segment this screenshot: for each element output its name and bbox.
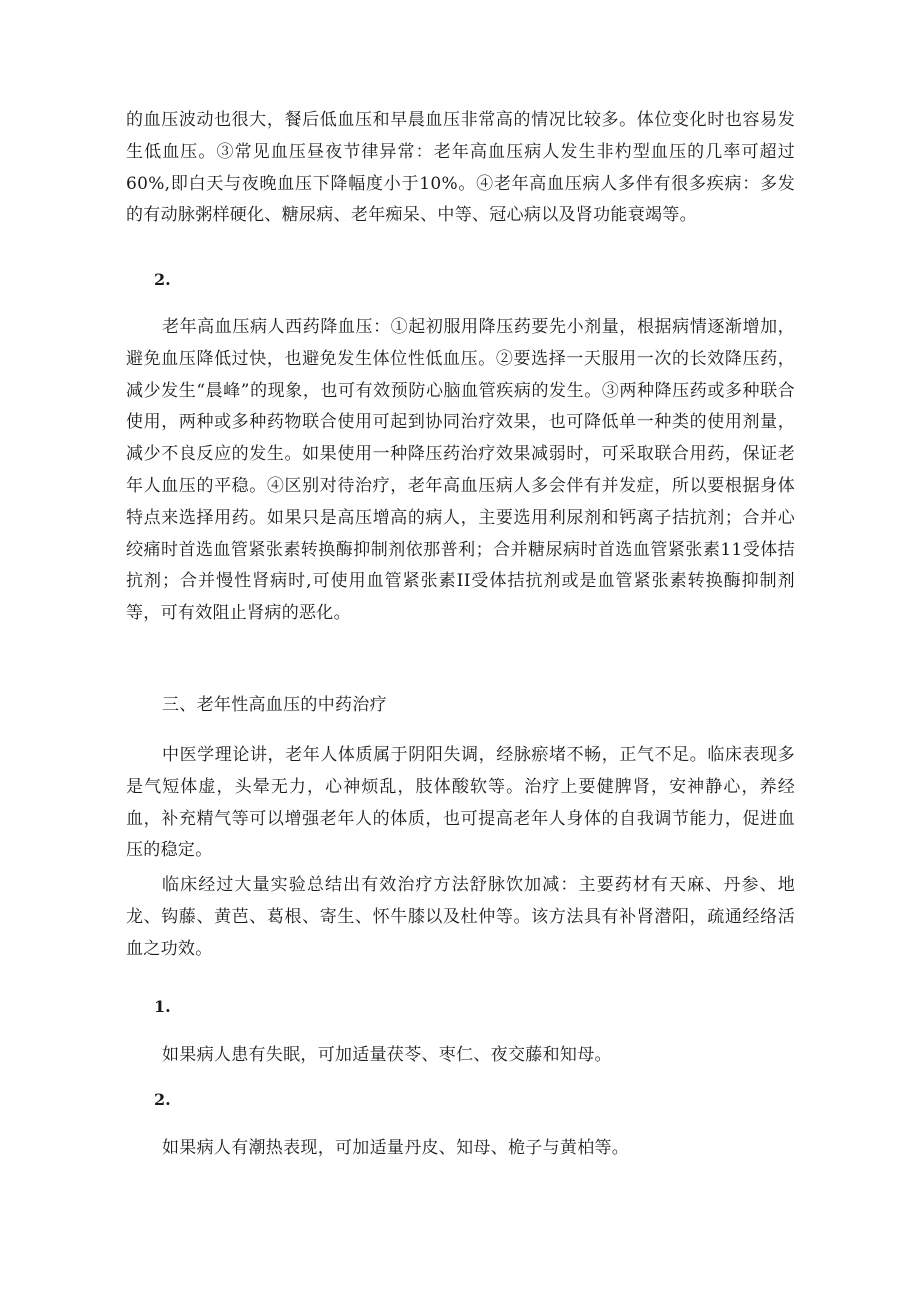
paragraph-hot-flash-addition: 如果病人有潮热表现，可加适量丹皮、知母、桅子与黄柏等。 [162,1138,630,1158]
paragraph-western-medicine: 老年高血压病人西药降血压：①起初服用降压药要先小剂量，根据病情逐渐增加，避免血压降低过快，也避免发生体位性低血压。②要选择一天服用一次的长效降压药，减少发生“晨峰”的现象，也可有效预防心脑血管疾病的发生。③两种降压药或多种联合使用，两种或多种药物联合使用可起到协同治疗效果，也可降低单一种类的使用剂量，减少不良反应的发生。如果使用一种降压药治疗效果减弱时，可采取联合用药，保证老年人血压的平稳。④区别对待治疗，老年高血压病人多会伴有并发症，所以要根据身体特点来选择用药。如果只是高压增高的病人，主要选用利尿剂和钙离子拮抗剂；合并心绞痛时首选血管紧张素转换酶抑制剂依那普利；合并糖尿病时首选血管紧张素11受体拮抗剂；合并慢性肾病时,可使用血管紧张素II受体拮抗剂或是血管紧张素转换酶抑制剂等，可有效阻止肾病的恶化。 [126,317,795,624]
list-number-2b: 2. [154,1090,171,1109]
paragraph-blood-pressure-characteristics: 的血压波动也很大，餐后低血压和早晨血压非常高的情况比较多。体位变化时也容易发生低血压。③常见血压昼夜节律异常：老年高血压病人发生非杓型血压的几率可超过60%,即白天与夜晚血压下降幅度小于10%。④老年高血压病人多伴有很多疾病：多发的有动脉粥样硬化、糖尿病、老年痴呆、中等、冠心病以及肾功能衰竭等。 [126,110,795,226]
section-heading-tcm-treatment: 三、老年性高血压的中药治疗 [162,695,387,715]
paragraph-shumaiyin-formula: 临床经过大量实验总结出有效治疗方法舒脉饮加减：主要药材有天麻、丹参、地龙、钩藤、黄芭、葛根、寄生、怀牛膝以及杜仲等。该方法具有补肾潜阳，疏通经络活血之功效。 [126,875,795,959]
list-number-2: 2. [154,270,171,289]
list-number-1: 1. [154,997,171,1016]
paragraph-tcm-theory: 中医学理论讲，老年人体质属于阴阳失调，经脉瘀堵不畅，正气不足。临床表现多是气短体虚，头晕无力，心神烦乱，肢体酸软等。治疗上要健脾肾，安神静心，养经血，补充精气等可以增强老年人的体质，也可提高老年人身体的自我调节能力，促进血压的稳定。 [126,745,795,861]
paragraph-insomnia-addition: 如果病人患有失眠，可加适量茯苓、枣仁、夜交藤和知母。 [162,1045,612,1065]
